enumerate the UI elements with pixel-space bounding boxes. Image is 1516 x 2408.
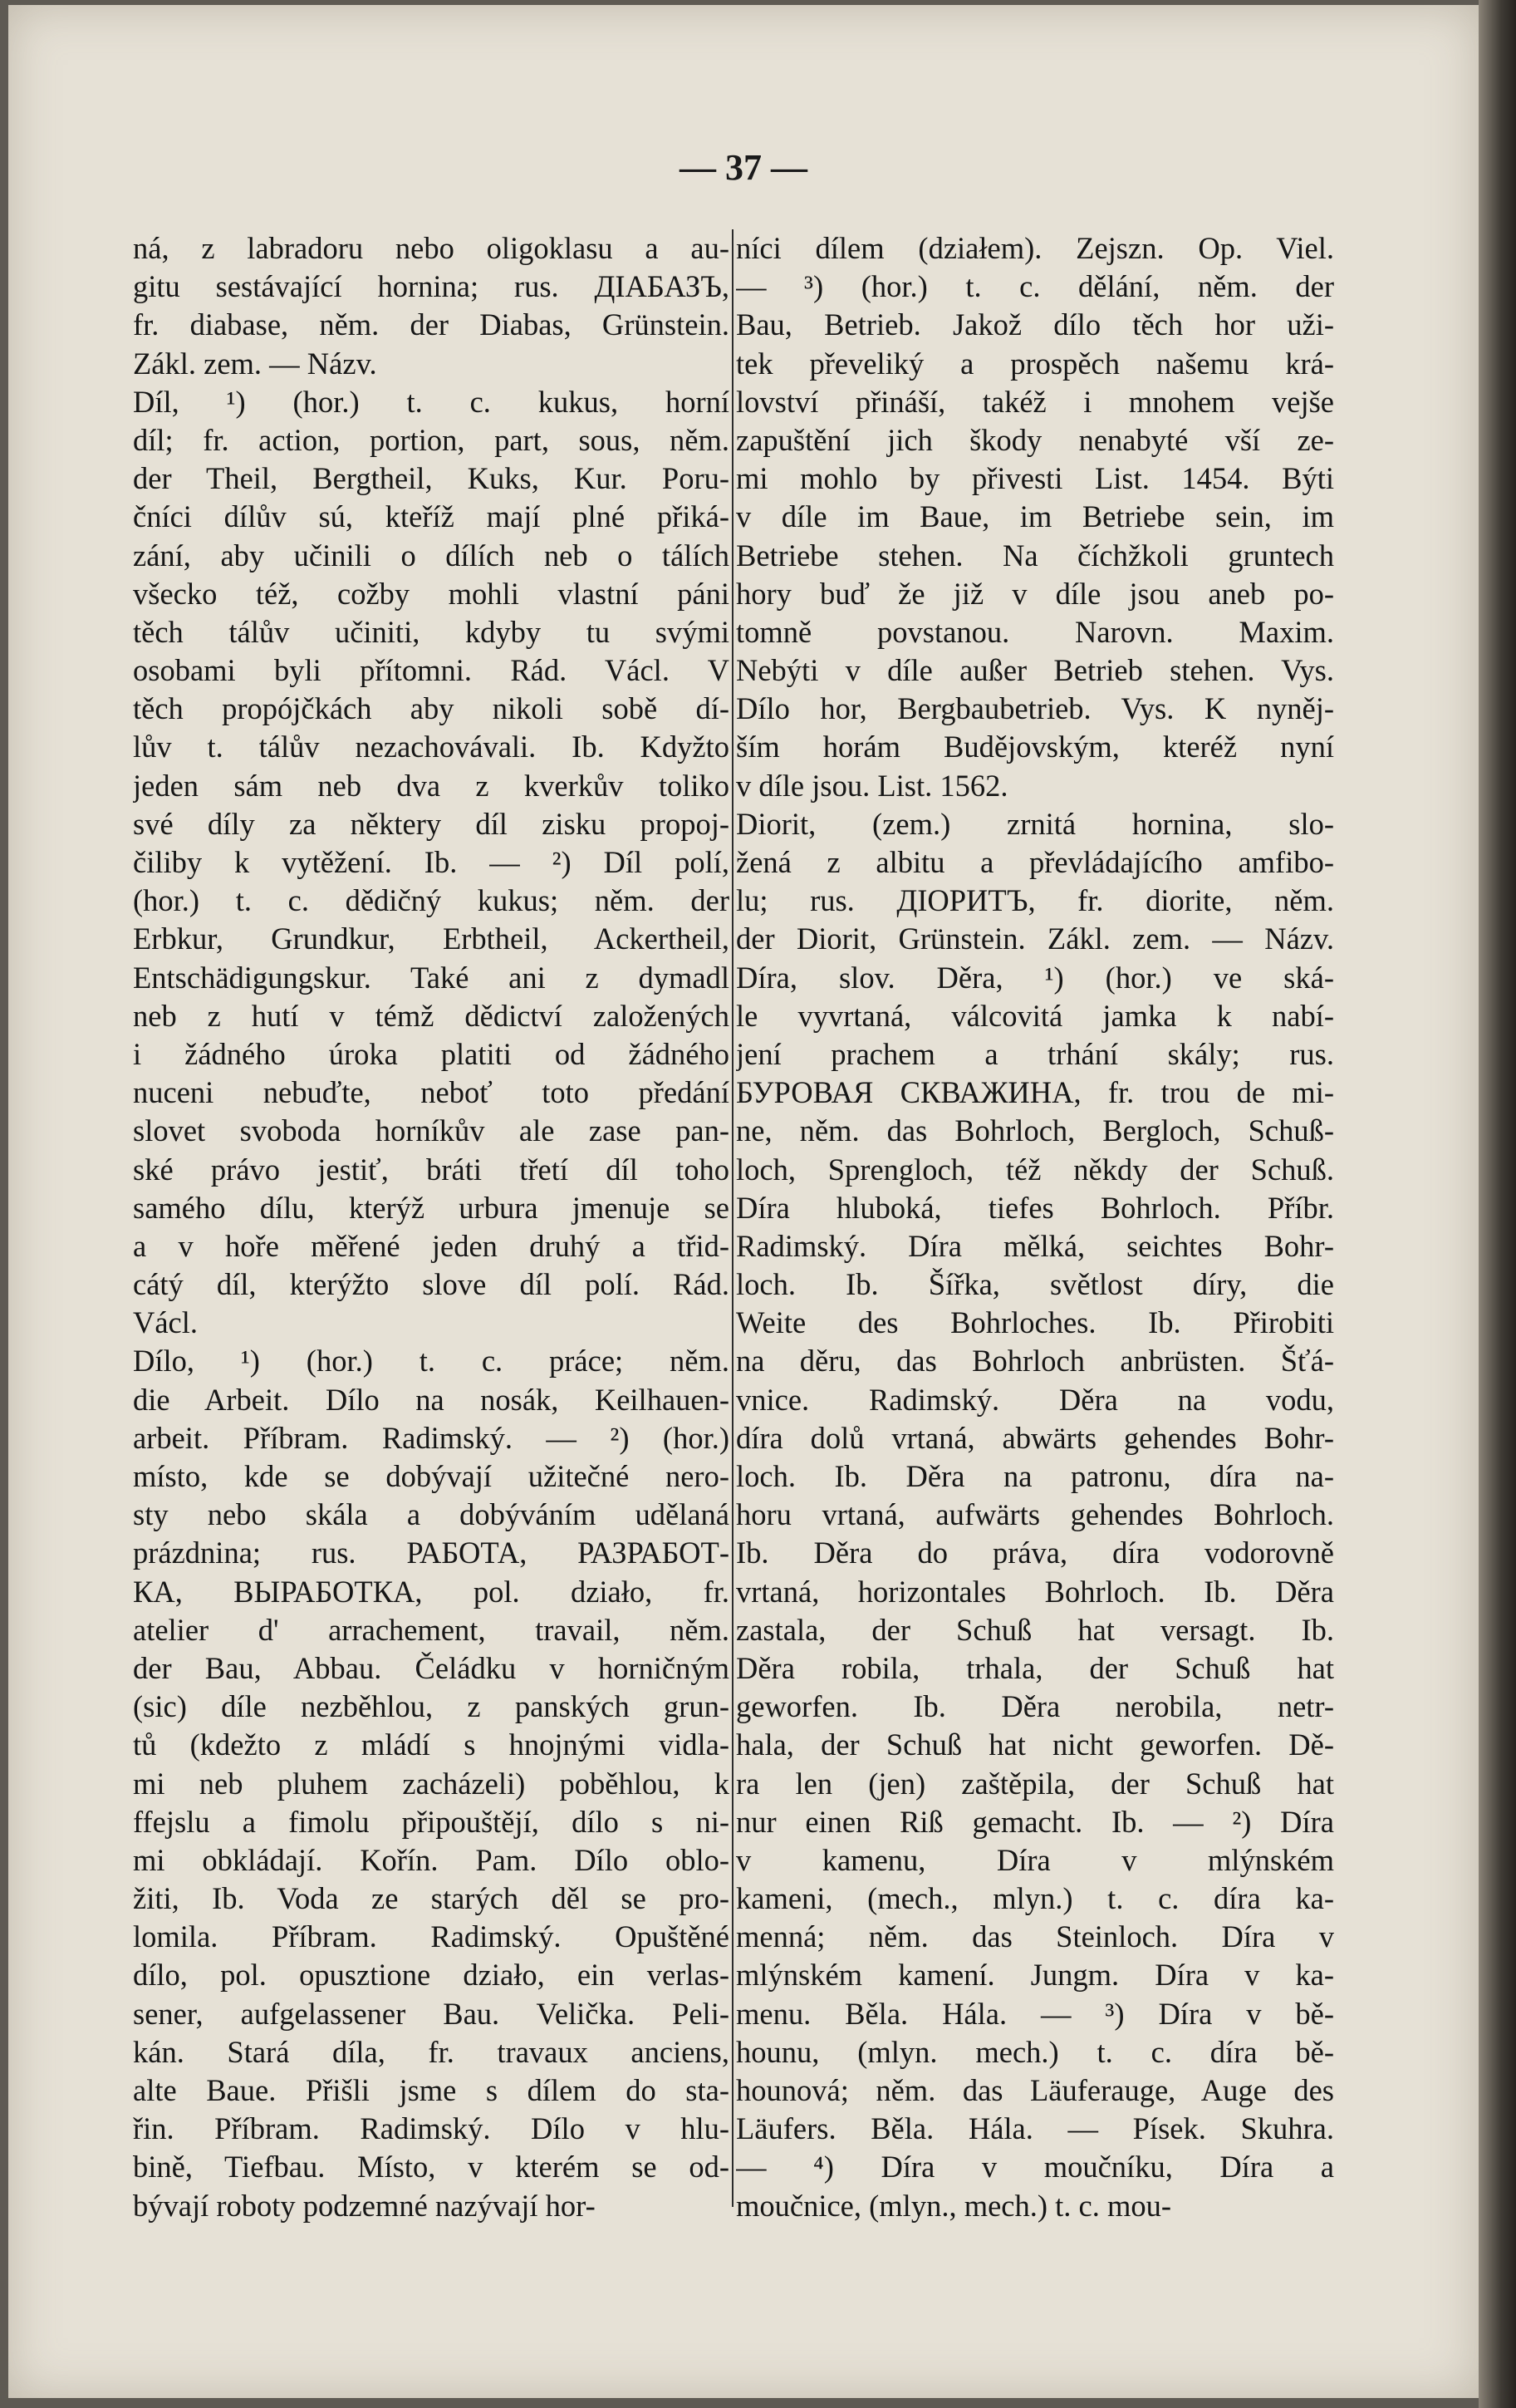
text-line: loch. Ib. Šířka, světlost díry, die — [736, 1267, 1334, 1302]
text-line: řin. Příbram. Radimský. Dílo v hlu- — [133, 2111, 729, 2146]
text-line: Díl, ¹) (hor.) t. c. kukus, horní — [133, 384, 729, 419]
page-number: — 37 — — [680, 147, 807, 188]
text-line: všecko též, cožby mohli vlastní páni — [133, 576, 729, 611]
text-line: vrtaná, horizontales Bohrloch. Ib. Děra — [736, 1574, 1334, 1609]
text-line: alte Baue. Přišli jsme s dílem do sta- — [133, 2073, 729, 2107]
text-line: neb z hutí v témž dědictví založených — [133, 998, 729, 1033]
text-line: die Arbeit. Dílo na nosák, Keilhauen- — [133, 1382, 729, 1417]
text-line: samého dílu, kterýž urbura jmenuje se — [133, 1190, 729, 1225]
text-line: atelier d' arrachement, travail, něm. — [133, 1612, 729, 1647]
text-line: horu vrtaná, aufwärts gehendes Bohrloch. — [736, 1497, 1334, 1532]
text-line: vnice. Radimský. Děra na vodu, — [736, 1382, 1334, 1417]
text-line: slovet svoboda horníkův ale zase pan- — [133, 1113, 729, 1148]
text-line: БУРОВАЯ СКВАЖИНА, fr. trou de mi- — [736, 1075, 1334, 1110]
text-line: hounová; něm. das Läuferauge, Auge des — [736, 2073, 1334, 2107]
text-line: der Theil, Bergtheil, Kuks, Kur. Poru- — [133, 461, 729, 496]
text-line: zapuštění jich škody nenabyté vší ze- — [736, 422, 1334, 457]
text-line: dílo, pol. opusztione działo, ein verlas- — [133, 1958, 729, 1993]
text-line: Díra hluboká, tiefes Bohrloch. Příbr. — [736, 1190, 1334, 1225]
text-line: zání, aby učinili o dílích neb o tálích — [133, 538, 729, 573]
text-line: Díra, slov. Děra, ¹) (hor.) ve ská- — [736, 960, 1334, 995]
text-line: bývají roboty podzemné nazývají hor- — [133, 2188, 596, 2223]
text-line: bině, Tiefbau. Místo, v kterém se od- — [133, 2150, 729, 2184]
text-line: v díle im Baue, im Betriebe sein, im — [736, 499, 1334, 534]
text-line: lovství přináší, takéž i mnohem vejše — [736, 384, 1334, 419]
text-line: — ⁴) Díra v moučníku, Díra a — [736, 2150, 1334, 2184]
text-line: místo, kde se dobývají užitečné nero- — [133, 1459, 729, 1493]
text-line: (hor.) t. c. dědičný kukus; něm. der — [133, 883, 729, 918]
text-line: těch propójčkách aby nikoli sobě dí- — [133, 691, 729, 726]
text-line: jeden sám neb dva z kverkův toliko — [133, 768, 729, 803]
text-line: prázdnina; rus. РАБОТА, РАЗРАБОТ- — [133, 1536, 729, 1570]
text-line: mi neb pluhem zacházeli) poběhlou, k — [133, 1766, 729, 1801]
text-line: mi mohlo by přivesti List. 1454. Býti — [736, 461, 1334, 496]
text-line: ské právo jestiť, bráti třetí díl toho — [133, 1152, 729, 1187]
text-line: cátý díl, kterýžto slove díl polí. Rád. — [133, 1267, 729, 1302]
text-line: der Diorit, Grünstein. Zákl. zem. — Názv. — [736, 921, 1334, 956]
text-line: sty nebo skála a dobýváním udělaná — [133, 1497, 729, 1532]
text-line: Erbkur, Grundkur, Erbtheil, Ackertheil, — [133, 921, 729, 956]
text-line: gitu sestávající hornina; rus. ДІАБАЗЪ, — [133, 269, 729, 304]
text-line: zastala, der Schuß hat versagt. Ib. — [736, 1612, 1334, 1647]
text-line: čiliby k vytěžení. Ib. — ²) Díl polí, — [133, 845, 729, 879]
text-line: lomila. Příbram. Radimský. Opuštěné — [133, 1919, 729, 1954]
text-line: tomně povstanou. Narovn. Maxim. — [736, 614, 1334, 649]
text-line: Diorit, (zem.) zrnitá hornina, slo- — [736, 806, 1334, 841]
text-line: díra dolů vrtaná, abwärts gehendes Bohr- — [736, 1420, 1334, 1455]
text-line: Entschädigungskur. Také ani z dymadl — [133, 960, 729, 995]
text-line: Zákl. zem. — Názv. — [133, 346, 377, 381]
book-page — [8, 5, 1479, 2398]
text-line: v kamenu, Díra v mlýnském — [736, 1842, 1334, 1877]
text-line: nur einen Riß gemacht. Ib. — ²) Díra — [736, 1804, 1334, 1839]
text-line: fr. diabase, něm. der Diabas, Grünstein. — [133, 307, 729, 342]
text-line: mlýnském kamení. Jungm. Díra v ka- — [736, 1958, 1334, 1993]
text-line: Läufers. Běla. Hála. — Písek. Skuhra. — [736, 2111, 1334, 2146]
text-line: mi obkládají. Kořín. Pam. Dílo oblo- — [133, 1842, 729, 1877]
text-line: moučnice, (mlyn., mech.) t. c. mou- — [736, 2188, 1172, 2223]
text-line: Dílo, ¹) (hor.) t. c. práce; něm. — [133, 1344, 729, 1378]
text-line: a v hoře měřené jeden druhý a třid- — [133, 1228, 729, 1263]
text-line: Dílo hor, Bergbaubetrieb. Vys. K nyněj- — [736, 691, 1334, 726]
text-line: Děra robila, trhala, der Schuß hat — [736, 1650, 1334, 1685]
text-line: arbeit. Příbram. Radimský. — ²) (hor.) — [133, 1420, 729, 1455]
text-line: menná; něm. das Steinloch. Díra v — [736, 1919, 1334, 1954]
text-line: v díle jsou. List. 1562. — [736, 768, 1008, 803]
text-line: le vyvrtaná, válcovitá jamka k nabí- — [736, 998, 1334, 1033]
text-line: ná, z labradoru nebo oligoklasu a au- — [133, 231, 729, 265]
text-line: žiti, Ib. Voda ze starých děl se pro- — [133, 1881, 729, 1916]
text-line: osobami byli přítomni. Rád. Václ. V — [133, 653, 729, 688]
text-line: Nebýti v díle außer Betrieb stehen. Vys. — [736, 653, 1334, 688]
text-line: ne, něm. das Bohrloch, Bergloch, Schuß- — [736, 1113, 1334, 1148]
text-line: ra len (jen) zaštěpila, der Schuß hat — [736, 1766, 1334, 1801]
text-line: Betriebe stehen. Na číchžkoli gruntech — [736, 538, 1334, 573]
text-line: Weite des Bohrloches. Ib. Přirobiti — [736, 1305, 1334, 1340]
text-line: lův t. tálův nezachovávali. Ib. Kdyžto — [133, 730, 729, 764]
text-line: (sic) díle nezběhlou, z panských grun- — [133, 1689, 729, 1724]
text-line: sener, aufgelassener Bau. Velička. Peli- — [133, 1996, 729, 2031]
text-line: těch tálův učiniti, kdyby tu svými — [133, 614, 729, 649]
text-line: kameni, (mech., mlyn.) t. c. díra ka- — [736, 1881, 1334, 1916]
text-line: žená z albitu a převládajícího amfibo- — [736, 845, 1334, 879]
text-line: Ib. Děra do práva, díra vodorovně — [736, 1536, 1334, 1570]
text-line: i žádného úroka platiti od žádného — [133, 1036, 729, 1071]
text-line: geworfen. Ib. Děra nerobila, netr- — [736, 1689, 1334, 1724]
text-line: tek převeliký a prospěch našemu krá- — [736, 346, 1334, 381]
text-line: hory buď že již v díle jsou aneb po- — [736, 576, 1334, 611]
left-column — [133, 229, 729, 2225]
text-line: loch, Sprengloch, též někdy der Schuß. — [736, 1152, 1334, 1187]
text-line: níci dílem (działem). Zejszn. Op. Viel. — [736, 231, 1334, 265]
text-line: nuceni nebuďte, neboť toto předání — [133, 1075, 729, 1110]
text-line: Radimský. Díra mělká, seichtes Bohr- — [736, 1228, 1334, 1263]
text-line: loch. Ib. Děra na patronu, díra na- — [736, 1459, 1334, 1493]
text-line: menu. Běla. Hála. — ³) Díra v bě- — [736, 1996, 1334, 2031]
text-line: lu; rus. ДІОРИТЪ, fr. diorite, něm. — [736, 883, 1334, 918]
text-line: díl; fr. action, portion, part, sous, něm. — [133, 422, 729, 457]
text-line: kán. Stará díla, fr. travaux anciens, — [133, 2034, 729, 2069]
text-line: КА, ВЫРАБОТКА, pol. działo, fr. — [133, 1574, 729, 1609]
book-spine-edge — [1479, 0, 1516, 2408]
text-line: na děru, das Bohrloch anbrüsten. Šťá- — [736, 1344, 1334, 1378]
text-line: tů (kdežto z mládí s hnojnými vidla- — [133, 1727, 729, 1762]
text-line: der Bau, Abbau. Čeládku v horničným — [133, 1650, 729, 1685]
text-line: hala, der Schuß hat nicht geworfen. Dě- — [736, 1727, 1334, 1762]
text-line: Václ. — [133, 1305, 199, 1340]
text-line: — ³) (hor.) t. c. dělání, něm. der — [736, 269, 1334, 304]
text-line: ším horám Budějovským, kteréž nyní — [736, 730, 1334, 764]
right-column — [736, 229, 1334, 2225]
text-line: jení prachem a trhání skály; rus. — [736, 1036, 1334, 1071]
column-divider — [732, 229, 733, 2207]
text-line: hounu, (mlyn. mech.) t. c. díra bě- — [736, 2034, 1334, 2069]
text-line: čníci dílův sú, kteříž mají plné přiká- — [133, 499, 729, 534]
text-line: Bau, Betrieb. Jakož dílo těch hor uži- — [736, 307, 1334, 342]
text-line: své díly za některy díl zisku propoj- — [133, 806, 729, 841]
text-line: ffejslu a fimolu připouštějí, dílo s ni- — [133, 1804, 729, 1839]
